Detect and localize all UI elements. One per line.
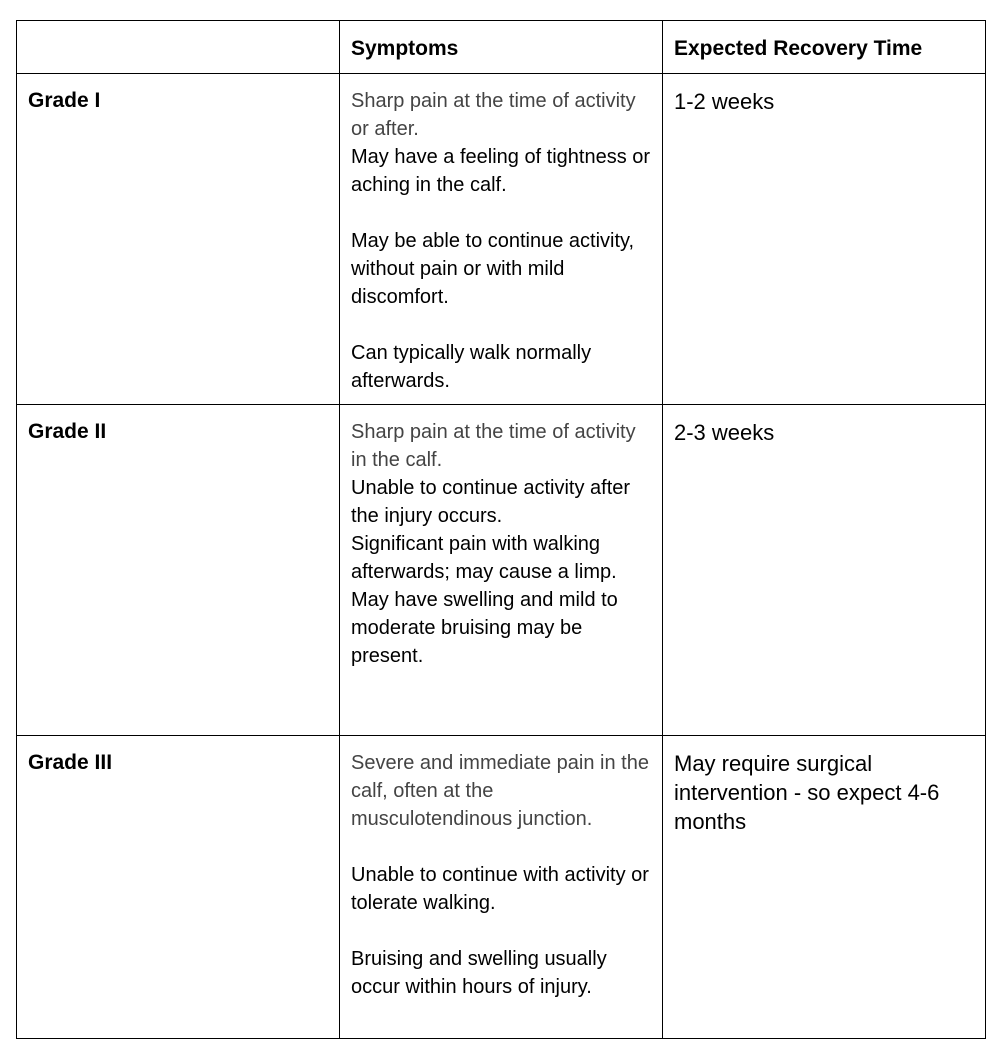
symptoms-header: Symptoms [351, 37, 459, 60]
recovery-time: 1-2 weeks [674, 89, 775, 114]
grade-label: Grade I [28, 89, 101, 112]
symptom-line: Bruising and swelling usually occur within hours of injury. [351, 948, 607, 998]
grade-cell [17, 74, 340, 405]
symptom-line: Severe and immediate pain in the calf, often at the musculotendinous junction. [351, 752, 649, 830]
symptom-line: Sharp pain at the time of activity in the calf. [351, 421, 636, 471]
recovery-cell [663, 736, 986, 1039]
table-row [17, 74, 986, 405]
table-row [17, 405, 986, 736]
symptom-line: Can typically walk normally afterwards. [351, 342, 592, 392]
table-row [17, 736, 986, 1039]
symptom-line: May have swelling and mild to moderate bruising may be present. [351, 589, 618, 667]
symptom-line: Unable to continue activity after the injury occurs. [351, 477, 631, 527]
symptom-line: Unable to continue with activity or tolerate walking. [351, 864, 649, 914]
symptom-line: May be able to continue activity, without pain or with mild discomfort. [351, 230, 635, 308]
injury-grade-table [16, 20, 986, 1039]
grade-label: Grade III [28, 751, 113, 774]
recovery-time-header: Expected Recovery Time [674, 37, 923, 60]
recovery-cell [663, 74, 986, 405]
symptom-line: Significant pain with walking afterwards; may cause a limp. [351, 533, 617, 583]
header-row [17, 21, 986, 74]
recovery-time: 2-3 weeks [674, 420, 775, 445]
symptoms-cell [340, 405, 663, 736]
grade-cell [17, 736, 340, 1039]
header-cell-recovery [663, 21, 986, 74]
header-cell-symptoms [340, 21, 663, 74]
recovery-time: May require surgical intervention - so expect 4-6 months [674, 751, 940, 834]
symptoms-cell [340, 74, 663, 405]
symptom-line: Sharp pain at the time of activity or after. [351, 90, 636, 140]
recovery-cell [663, 405, 986, 736]
grade-label: Grade II [28, 420, 107, 443]
header-cell-empty [17, 21, 340, 74]
grade-cell [17, 405, 340, 736]
symptoms-cell [340, 736, 663, 1039]
symptom-line: May have a feeling of tightness or aching in the calf. [351, 146, 651, 196]
